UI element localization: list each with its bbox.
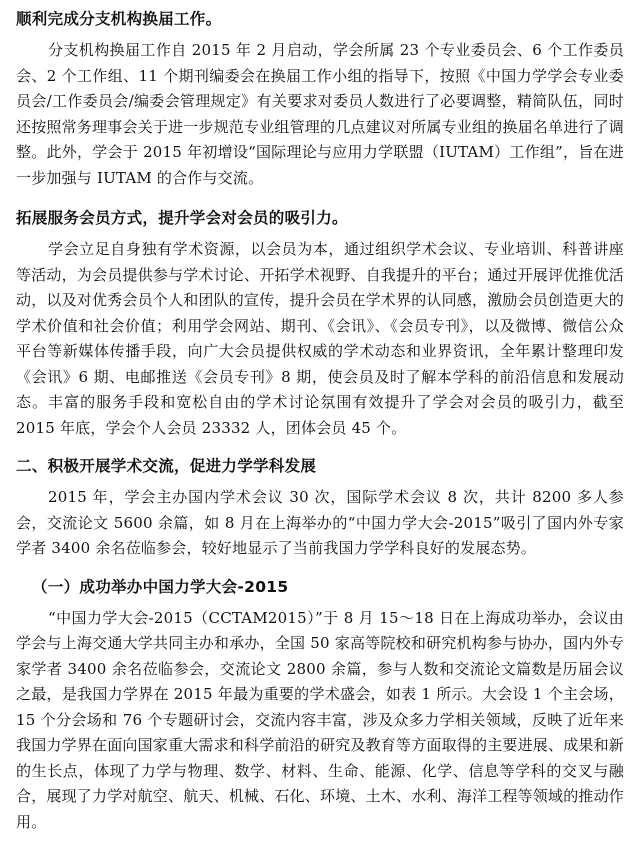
paragraph-academic-exchange: 2015 年，学会主办国内学术会议 30 次，国际学术会议 8 次，共计 8200 多人参会，交流论文 5600 余篇，如 8 月在上海举办的“中国力学大会-2015”吸引了国内外专家学者 3400 余名莅临参会，较好地显示了当前我国力学学科良好的发展态势。 — [16, 488, 624, 557]
paragraph-branch-reelection: 分支机构换届工作自 2015 年 2 月启动，学会所属 23 个专业委员会、6 个工作委员会、2 个工作组、11 个期刊编委会在换届工作小组的指导下，按照《中国力学学会专业委员会/工作委员会/编委会管理规定》有关要求对委员人数进行了必要调整，精简队伍，同时还按照常务理事会关于进一步规范专业组管理的几点建议对所属专业组的换届名单进行了调整。此外，学会于 2015 年初增设“国际理论与应用力学联盟（IUTAM）工作组”，旨在进一步加强与 IUTAM 的合作与交流。 — [16, 41, 625, 187]
paragraph-member-services: 学会立足自身独有学术资源，以会员为本，通过组织学术会议、专业培训、科普讲座等活动，为会员提供参与学术讨论、开拓学术视野、自我提升的平台；通过开展评优推优活动，以及对优秀会员个人和团队的宣传，提升会员在学术界的认同感，激励会员创造更大的学术价值和社会价值；利用学会网站、期刊、《会讯》、《会员专刊》，以及微博、微信公众平台等新媒体传播手段，向广大会员提供权威的学术动态和业界资讯，全年累计整理印发《会讯》6 期、电邮推送《会员专刊》8 期，使会员及时了解本学科的前沿信息和发展动态。丰富的服务手段和宽松自由的学术讨论氛围有效提升了学会对会员的吸引力，截至 2015 年底，学会个人会员 23332 人，团体会员 45 个。 — [16, 240, 625, 437]
paragraph-cctam2015: “中国力学大会-2015（CCTAM2015）”于 8 月 15～18 日在上海成功举办，会议由学会与上海交通大学共同主办和承办，全国 50 家高等院校和研究机构参与协办，国内外专家学者 3400 余名莅临参会，交流论文 2800 余篇，参与人数和交流论文篇数是历届会议之最，是我国力学界在 2015 年最为重要的学术盛会，如表 1 所示。大会设 1 个主会场，15 个分会场和 76 个专题研讨会，交流内容丰富，涉及众多力学相关领域，反映了近年来我国力学界在面向国家重大需求和科学前沿的研究及教育等方面取得的主要进展、成果和新的生长点，体现了力学与物理、数学、材料、生命、能源、化学、信息等学科的交叉与融合，展现了力学对航空、航天、机械、石化、环境、土木、水利、海洋工程等领域的推动作用。 — [16, 608, 625, 831]
subheading-cctam2015: （一）成功举办中国力学大会-2015 — [32, 577, 289, 596]
heading-member-services: 拓展服务会员方式，提升学会对会员的吸引力。 — [16, 209, 348, 227]
heading-branch-reelection: 顺利完成分支机构换届工作。 — [16, 10, 222, 28]
section-heading-academic-exchange: 二、积极开展学术交流，促进力学学科发展 — [16, 457, 317, 475]
